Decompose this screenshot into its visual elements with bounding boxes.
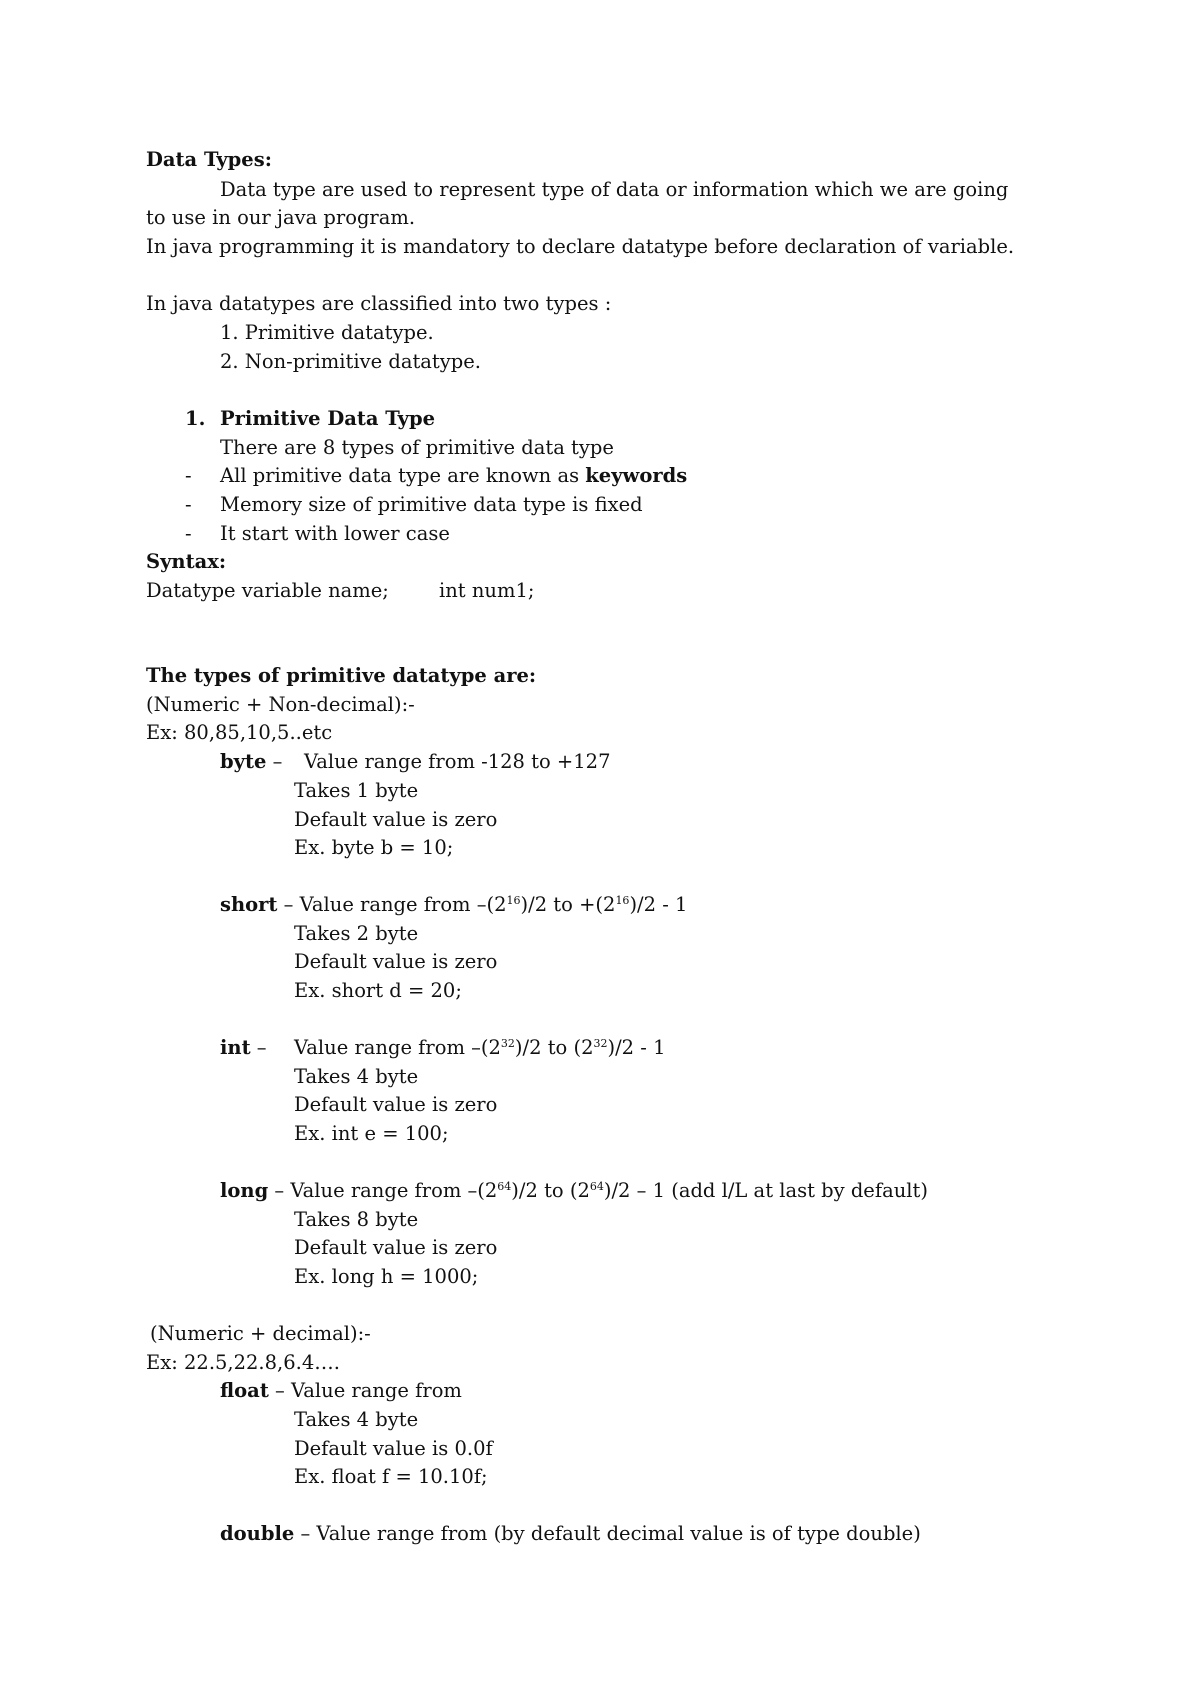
int-range-b: )/2 to (2 <box>514 1036 594 1059</box>
long-range-c: )/2 – 1 (add l/L at last by default) <box>603 1179 928 1202</box>
long-range-b: )/2 to (2 <box>511 1179 590 1202</box>
short-example: Ex. short d = 20; <box>294 979 462 1002</box>
intro-line-2: to use in our java program. <box>146 206 416 229</box>
byte-size: Takes 1 byte <box>294 779 419 802</box>
double-line <box>220 1520 921 1548</box>
primitive-count: There are 8 types of primitive data type <box>220 436 614 459</box>
short-range-b: )/2 to +(2 <box>520 893 616 916</box>
intro-line-3: In java programming it is mandatory to declare datatype before declaration of variable. <box>146 235 1015 258</box>
classification-item-1: 1. Primitive datatype. <box>220 321 434 344</box>
int-exponent: 32 <box>500 1037 515 1050</box>
byte-example: Ex. byte b = 10; <box>294 836 454 859</box>
bullet-dash: - <box>185 464 192 487</box>
byte-range: Value range from -128 to +127 <box>304 750 611 773</box>
byte-name: byte <box>220 750 267 773</box>
short-name: short <box>220 893 278 916</box>
double-name: double <box>220 1522 295 1545</box>
long-example: Ex. long h = 1000; <box>294 1265 479 1288</box>
int-range-a: Value range from –(2 <box>294 1036 501 1059</box>
long-line <box>220 1177 928 1205</box>
float-name: float <box>220 1379 269 1402</box>
float-range: – Value range from <box>268 1379 462 1402</box>
primitive-title: Primitive Data Type <box>220 407 436 430</box>
int-exponent: 32 <box>593 1037 608 1050</box>
decimal-label: (Numeric + decimal):- <box>150 1322 371 1345</box>
int-sep: – <box>250 1036 267 1059</box>
syntax-example: int num1; <box>439 579 535 602</box>
bullet-keywords-text: All primitive data type are known as <box>220 464 586 487</box>
double-range: – Value range from (by default decimal value is of type double) <box>294 1522 921 1545</box>
int-range-c: )/2 - 1 <box>607 1036 666 1059</box>
float-default: Default value is 0.0f <box>294 1437 493 1460</box>
short-size: Takes 2 byte <box>294 922 419 945</box>
short-range-c: )/2 - 1 <box>629 893 688 916</box>
bullet-dash: - <box>185 493 192 516</box>
byte-line <box>220 748 289 776</box>
long-size: Takes 8 byte <box>294 1208 419 1231</box>
bullet-memory: Memory size of primitive data type is fixed <box>220 493 643 516</box>
long-default: Default value is zero <box>294 1236 498 1259</box>
bullet-keywords <box>220 462 687 490</box>
byte-sep: – <box>266 750 289 773</box>
int-default: Default value is zero <box>294 1093 498 1116</box>
bullet-keywords-bold: keywords <box>585 464 688 487</box>
float-example: Ex. float f = 10.10f; <box>294 1465 488 1488</box>
int-name: int <box>220 1036 251 1059</box>
non-decimal-example: Ex: 80,85,10,5..etc <box>146 721 333 744</box>
long-name: long <box>220 1179 269 1202</box>
short-default: Default value is zero <box>294 950 498 973</box>
decimal-example: Ex: 22.5,22.8,6.4…. <box>146 1351 340 1374</box>
long-exponent: 64 <box>589 1180 604 1193</box>
int-example: Ex. int e = 100; <box>294 1122 449 1145</box>
long-range-a: – Value range from –(2 <box>268 1179 498 1202</box>
bullet-dash: - <box>185 522 192 545</box>
short-line <box>220 891 687 919</box>
float-size: Takes 4 byte <box>294 1408 419 1431</box>
int-range <box>294 1034 665 1062</box>
bullet-lowercase: It start with lower case <box>220 522 450 545</box>
syntax-label: Syntax: <box>146 550 227 573</box>
non-decimal-label: (Numeric + Non-decimal):- <box>146 693 415 716</box>
short-exponent: 16 <box>615 894 630 907</box>
short-exponent: 16 <box>506 894 521 907</box>
short-range-a: – Value range from –(2 <box>277 893 507 916</box>
classification-item-2: 2. Non-primitive datatype. <box>220 350 481 373</box>
classification-intro: In java datatypes are classified into two types : <box>146 292 612 315</box>
types-heading: The types of primitive datatype are: <box>146 664 537 687</box>
byte-default: Default value is zero <box>294 808 498 831</box>
heading-data-types: Data Types: <box>146 148 272 171</box>
int-size: Takes 4 byte <box>294 1065 419 1088</box>
long-exponent: 64 <box>497 1180 512 1193</box>
syntax-declaration: Datatype variable name; <box>146 579 389 602</box>
float-line <box>220 1377 462 1405</box>
primitive-number: 1. <box>185 407 206 430</box>
intro-line-1: Data type are used to represent type of data or information which we are going <box>220 178 1009 201</box>
int-line <box>220 1034 267 1062</box>
